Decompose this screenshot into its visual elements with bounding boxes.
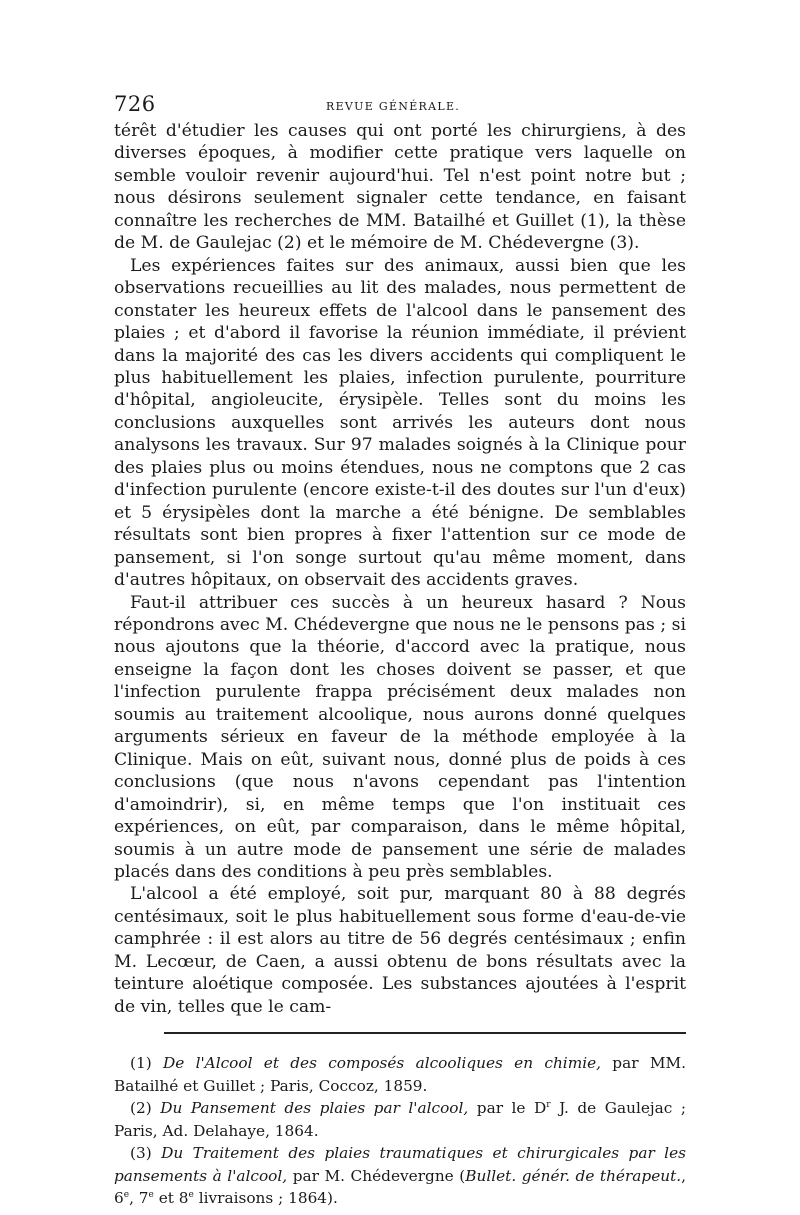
footnote-text: par MM. Batailhé et Guillet ; Paris, Coccoz, 1859. <box>114 1054 687 1095</box>
paragraph-alcool: L'alcool a été employé, soit pur, marquant 80 à 88 degrés centésimaux, soit le plus habituellement sous forme d'eau-de-vie camphrée : il est alors au titre de 56 degrés centésimaux ; enfin M. Lecœur, de Caen, a aussi obtenu de bons résultats avec la teinture aloétique composée. Les substances ajoutées à l'esprit de vin, telles que le cam- <box>114 884 686 1017</box>
footnote-text: , 7 <box>129 1189 149 1208</box>
paragraph-experiences: Les expériences faites sur des animaux, aussi bien que les observations recueillies au lit des malades, nous permettent de constater les heureux effets de l'alcool dans le pansement des plaies ; et d'abord il favorise la réunion immédiate, il prévient dans la majorité des cas les divers accidents qui compliquent le plus habituellement les plaies, infection purulente, pourriture d'hôpital, angioleucite, érysipèle. Telles sont du moins les conclusions auxquelles sont arrivés les auteurs dont nous analysons les travaux. Sur 97 malades soignés à la Clinique pour des plaies plus ou moins étendues, nous ne comptons que 2 cas d'infection purulente (encore existe-t-il des doutes sur l'un d'eux) et 5 érysipèles dont la marche a été bénigne. De semblables résultats sont bien propres à fixer l'attention sur ce mode de pansement, si l'on songe surtout qu'au même moment, dans d'autres hôpitaux, on observait des accidents graves. <box>114 255 686 591</box>
footnotes <box>114 1052 686 1210</box>
footnote-superscript: e <box>123 1190 130 1201</box>
footnote-title: Du Pansement des plaies par l'alcool, <box>160 1099 469 1118</box>
footnote-text: par le D <box>468 1099 547 1118</box>
footnote-title: De l'Alcool et des composés alcooliques en chimie, <box>162 1054 602 1073</box>
body-text <box>114 120 686 1018</box>
footnote-rule <box>164 1032 686 1034</box>
footnote-text: livraisons ; 1864). <box>193 1189 338 1208</box>
footnote-1 <box>114 1052 686 1097</box>
footnote-text: J. de Gaulejac ; Paris, Ad. Delahaye, 1864. <box>114 1099 686 1140</box>
footnote-superscript: r <box>546 1100 551 1111</box>
footnote-superscript: e <box>188 1190 194 1201</box>
paragraph-hasard: Faut-il attribuer ces succès à un heureux hasard ? Nous répondrons avec M. Chédevergne que nous ne le pensons pas ; si nous ajoutons que la théorie, d'accord avec la pratique, nous enseigne la façon dont les choses doivent se passer, et que l'infection purulente frappa précisément deux malades non soumis au traitement alcoolique, nous aurons donné quelques arguments sérieux en faveur de la méthode employée à la Clinique. Mais on eût, suivant nous, donné plus de poids à ces conclusions (que nous n'avons cependant pas l'intention d'amoindrir), si, en même temps que l'on instituait ces expériences, on eût, par comparaison, dans le même hôpital, soumis à un autre mode de pansement une série de malades placés dans des conditions à peu près semblables. <box>114 592 686 882</box>
footnote-marker: (1) <box>130 1054 152 1073</box>
footnote-journal: Bullet. génér. de thérapeut. <box>465 1166 682 1185</box>
document-page <box>114 92 686 1210</box>
footnote-title: Du Traitement des plaies traumatiques et chirurgicales par les pansements à l'alcool, <box>114 1144 686 1185</box>
footnote-text: par M. Chédevergne ( <box>287 1166 466 1185</box>
footnote-3 <box>114 1142 686 1210</box>
footnote-superscript: e <box>148 1190 154 1201</box>
page-number: 726 <box>114 92 156 116</box>
footnote-text: , 6 <box>114 1166 686 1208</box>
footnote-marker: (2) <box>130 1099 152 1118</box>
footnote-marker: (3) <box>130 1144 152 1163</box>
page-header <box>114 92 686 120</box>
running-head: REVUE GÉNÉRALE. <box>326 100 461 113</box>
footnote-text: et 8 <box>153 1189 189 1208</box>
footnote-2 <box>114 1097 686 1142</box>
paragraph-continuation: térêt d'étudier les causes qui ont porté les chirurgiens, à des diverses époques, à modifier cette pratique vers laquelle on semble vouloir revenir aujourd'hui. Tel n'est point notre but ; nous désirons seulement signaler cette tendance, en faisant connaître les recherches de MM. Batailhé et Guillet (1), la thèse de M. de Gaulejac (2) et le mémoire de M. Chédevergne (3). <box>114 121 686 254</box>
